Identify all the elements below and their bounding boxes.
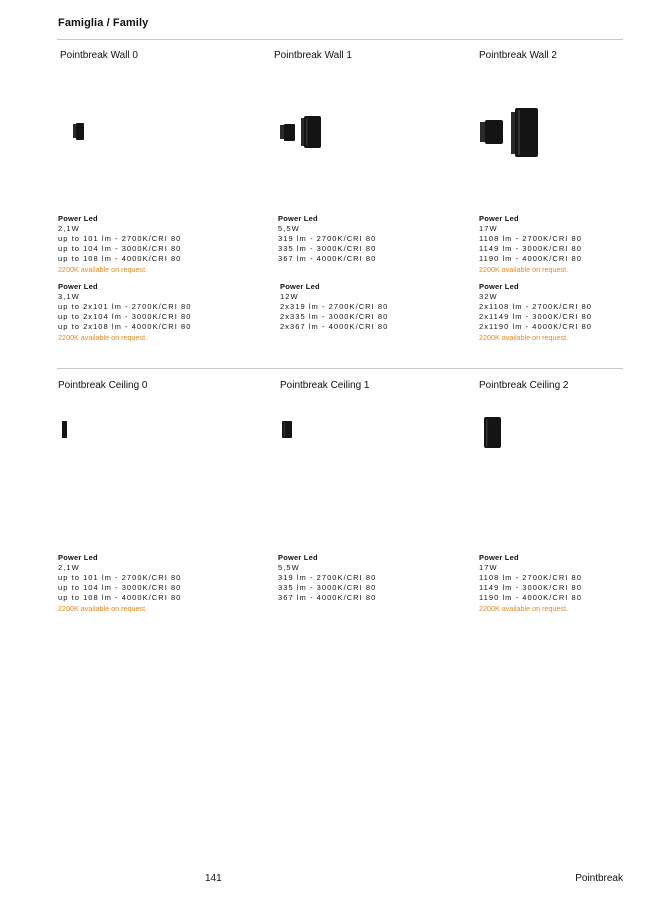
product-image-wall-0 [70,118,90,146]
spec-label: Power Led [280,282,320,291]
spec-label: Power Led [278,553,318,562]
spec-line: 319 lm - 2700K/CRI 80 [278,572,377,582]
header-divider [57,39,623,40]
spec-note: 2200K available on request. [58,603,148,613]
spec-block [278,553,376,603]
spec-line: 5,5W [278,562,300,572]
spec-line: up to 104 lm - 3000K/CRI 80 [58,582,182,592]
page-title: Famiglia / Family [58,17,149,29]
spec-line: 5,5W [278,223,300,233]
spec-line: 32W [479,291,498,301]
spec-line: 2x1190 lm - 4000K/CRI 80 [479,321,593,331]
spec-line: 2x319 lm - 2700K/CRI 80 [280,301,389,311]
spec-line: 367 lm - 4000K/CRI 80 [278,592,377,602]
product-image-ceiling-1 [280,420,294,440]
spec-line: up to 2x108 lm - 4000K/CRI 80 [58,321,192,331]
spec-block [58,214,181,274]
spec-note: 2200K available on request. [479,332,569,342]
spec-line: 12W [280,291,299,301]
spec-line: 2,1W [58,223,80,233]
spec-block [58,282,191,342]
spec-block [278,214,376,264]
spec-line: 335 lm - 3000K/CRI 80 [278,243,377,253]
spec-line: up to 101 lm - 2700K/CRI 80 [58,572,182,582]
spec-line: up to 101 lm - 2700K/CRI 80 [58,233,182,243]
spec-label: Power Led [58,214,98,223]
spec-line: up to 108 lm - 4000K/CRI 80 [58,253,182,263]
product-name-ceiling-1: Pointbreak Ceiling 1 [280,380,370,391]
product-image-wall-2 [478,106,542,158]
spec-line: 17W [479,223,498,233]
spec-line: 335 lm - 3000K/CRI 80 [278,582,377,592]
footer-section-title: Pointbreak [575,873,623,884]
spec-label: Power Led [58,553,98,562]
spec-block [479,553,582,613]
spec-note: 2200K available on request. [479,264,569,274]
spec-line: up to 2x101 lm - 2700K/CRI 80 [58,301,192,311]
spec-line: 367 lm - 4000K/CRI 80 [278,253,377,263]
product-name-wall-0: Pointbreak Wall 0 [60,50,138,61]
product-image-wall-1 [278,114,326,150]
section-divider [57,368,623,369]
page-number: 141 [205,873,222,884]
spec-line: up to 104 lm - 3000K/CRI 80 [58,243,182,253]
spec-line: 1108 lm - 2700K/CRI 80 [479,233,583,243]
product-name-ceiling-2: Pointbreak Ceiling 2 [479,380,569,391]
spec-label: Power Led [58,282,98,291]
spec-line: 1190 lm - 4000K/CRI 80 [479,592,583,602]
spec-line: 319 lm - 2700K/CRI 80 [278,233,377,243]
spec-line: 1108 lm - 2700K/CRI 80 [479,572,583,582]
spec-line: 2,1W [58,562,80,572]
spec-label: Power Led [479,553,519,562]
spec-line: 17W [479,562,498,572]
product-image-ceiling-0 [60,420,70,440]
spec-line: 3,1W [58,291,80,301]
spec-label: Power Led [479,214,519,223]
spec-line: 1149 lm - 3000K/CRI 80 [479,582,583,592]
spec-block [280,282,388,332]
spec-line: 2x335 lm - 3000K/CRI 80 [280,311,389,321]
spec-note: 2200K available on request. [58,264,148,274]
spec-block [479,282,592,342]
spec-line: up to 108 lm - 4000K/CRI 80 [58,592,182,602]
spec-note: 2200K available on request. [479,603,569,613]
spec-line: 2x1149 lm - 3000K/CRI 80 [479,311,593,321]
spec-line: 1190 lm - 4000K/CRI 80 [479,253,583,263]
product-name-wall-1: Pointbreak Wall 1 [274,50,352,61]
spec-line: 1149 lm - 3000K/CRI 80 [479,243,583,253]
spec-label: Power Led [278,214,318,223]
spec-line: 2x367 lm - 4000K/CRI 80 [280,321,389,331]
product-name-ceiling-0: Pointbreak Ceiling 0 [58,380,148,391]
spec-line: up to 2x104 lm - 3000K/CRI 80 [58,311,192,321]
spec-line: 2x1108 lm - 2700K/CRI 80 [479,301,593,311]
spec-block [58,553,181,613]
product-name-wall-2: Pointbreak Wall 2 [479,50,557,61]
spec-label: Power Led [479,282,519,291]
product-image-ceiling-2 [482,416,504,450]
spec-note: 2200K available on request. [58,332,148,342]
spec-block [479,214,582,274]
